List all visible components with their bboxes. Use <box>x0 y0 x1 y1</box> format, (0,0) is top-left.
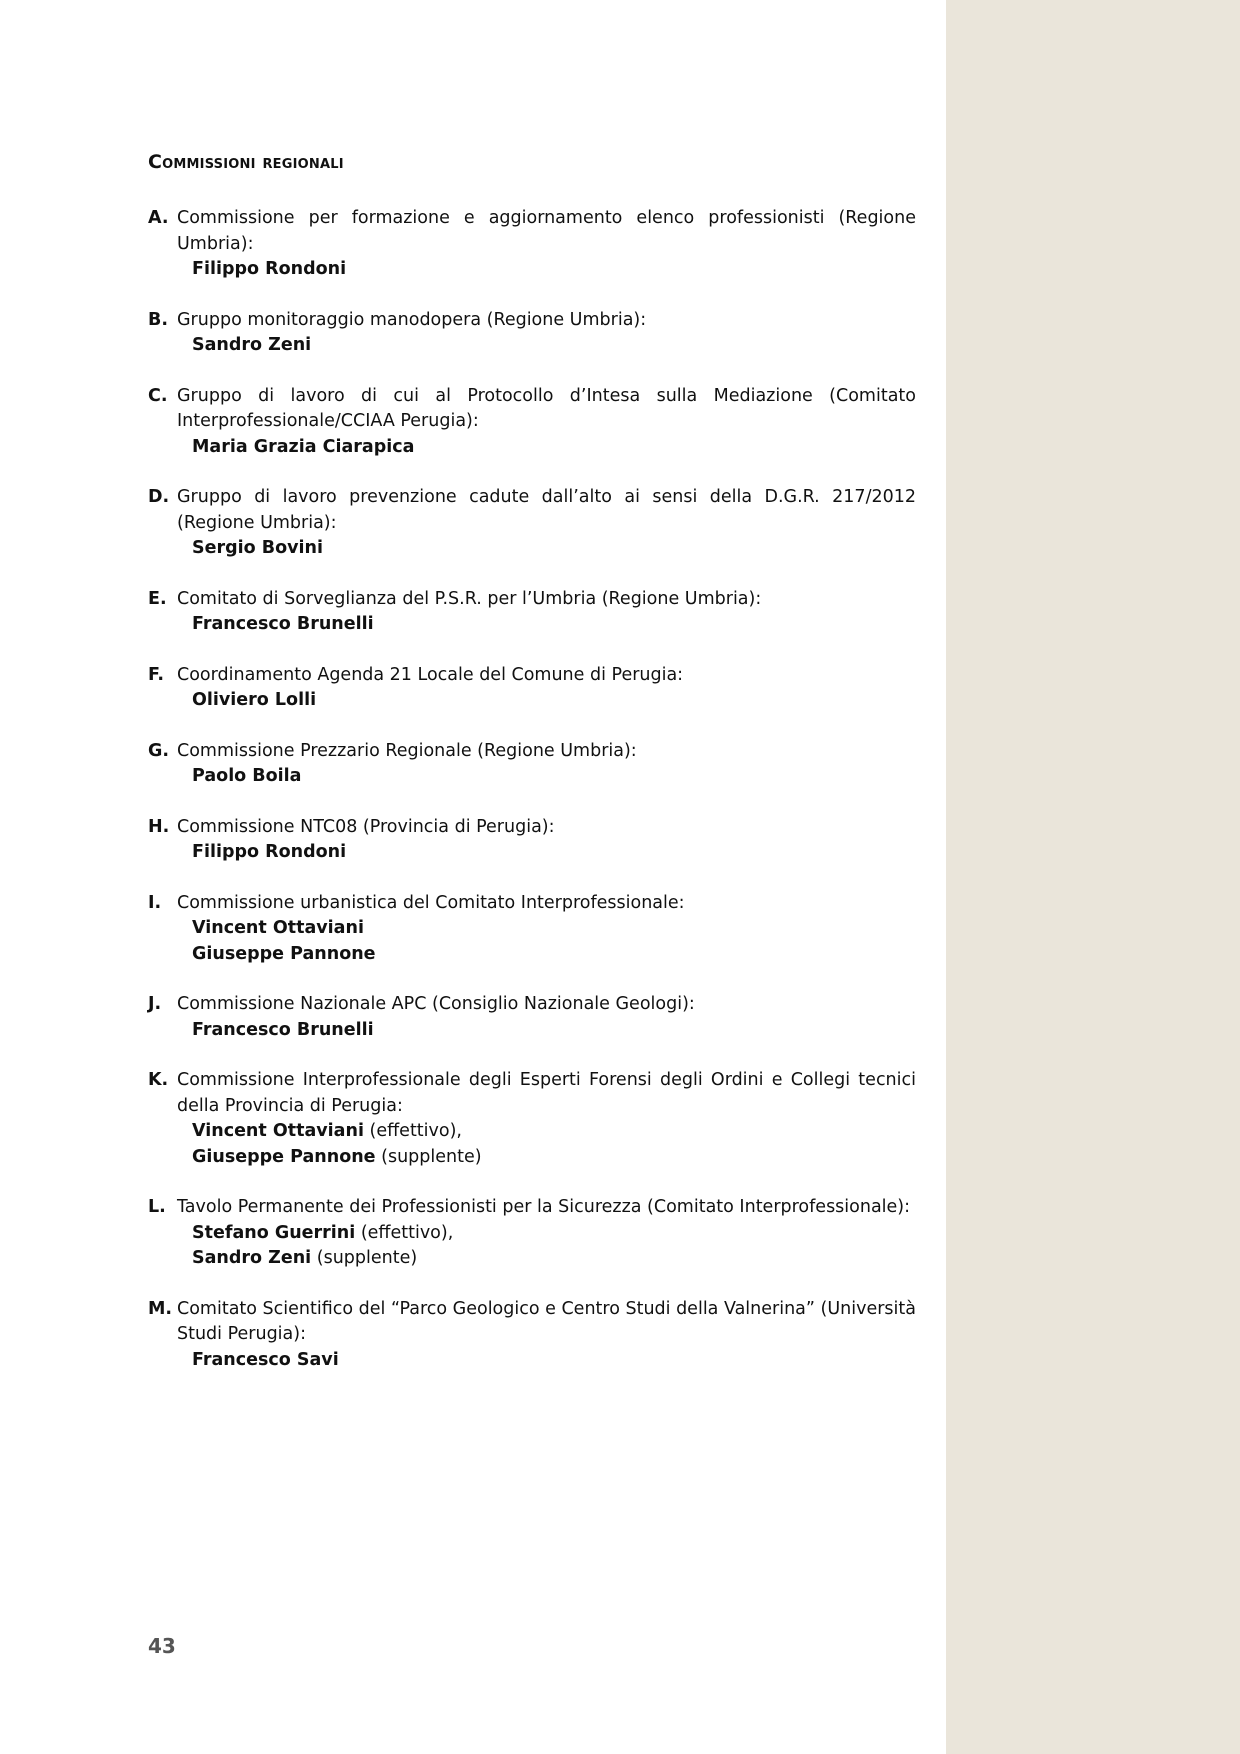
commission-description: Commissione NTC08 (Provincia di Perugia): <box>177 816 555 837</box>
commission-description: Coordinamento Agenda 21 Locale del Comune di Perugia: <box>177 664 684 685</box>
member-line <box>177 612 916 638</box>
member-line <box>177 257 916 283</box>
commission-entry <box>148 891 916 968</box>
member-line <box>177 1221 916 1247</box>
member-name: Giuseppe Pannone <box>192 943 376 964</box>
entry-letter: I. <box>148 892 162 913</box>
member-name: Filippo Rondoni <box>192 842 347 862</box>
commission-entry <box>148 384 916 461</box>
commission-entry <box>148 485 916 562</box>
entry-body <box>177 1195 916 1272</box>
entry-body <box>177 308 916 359</box>
member-name: Filippo Rondoni <box>192 259 347 279</box>
commission-description: Comitato di Sorveglianza del P.S.R. per l’Umbria (Regione Umbria): <box>177 588 762 609</box>
commission-entry <box>148 1068 916 1170</box>
entry-body <box>177 815 916 866</box>
entry-letter: A. <box>148 208 169 228</box>
entry-body <box>177 206 916 283</box>
member-role: (effettivo), <box>360 1222 454 1243</box>
member-line <box>177 916 916 942</box>
entry-body <box>177 739 916 790</box>
side-margin-band <box>946 0 1240 1754</box>
commission-entry <box>148 587 916 638</box>
entry-letter: L. <box>148 1197 166 1217</box>
commission-entry <box>148 739 916 790</box>
commission-description: Commissione Interprofessionale degli Esperti Forensi degli Ordini e Collegi tecnici della Provincia di Perugia: <box>177 1070 916 1116</box>
entry-letter: G. <box>148 740 170 761</box>
commission-entry <box>148 1195 916 1272</box>
member-role: (supplente) <box>316 1248 418 1268</box>
section-title: Commissioni regionali <box>148 151 344 173</box>
member-line <box>177 1018 916 1044</box>
entry-body <box>177 384 916 461</box>
member-line <box>177 840 916 866</box>
member-name: Stefano Guerrini <box>192 1222 356 1243</box>
member-line <box>177 942 916 968</box>
member-line <box>177 764 916 790</box>
entry-body <box>177 1068 916 1170</box>
member-name: Sandro Zeni <box>192 335 312 355</box>
commission-description: Commissione Nazionale APC (Consiglio Nazionale Geologi): <box>177 994 695 1014</box>
member-name: Francesco Brunelli <box>192 1019 374 1040</box>
member-line <box>177 1145 916 1171</box>
commission-description: Commissione urbanistica del Comitato Interprofessionale: <box>177 892 685 913</box>
entry-letter: B. <box>148 309 168 330</box>
member-name: Maria Grazia Ciarapica <box>192 436 415 457</box>
commission-description: Tavolo Permanente dei Professionisti per la Sicurezza (Comitato Interprofessionale): <box>177 1197 911 1217</box>
member-line <box>177 435 916 461</box>
commission-description: Comitato Scientifico del “Parco Geologico e Centro Studi della Valnerina” (Università Studi Perugia): <box>177 1298 916 1344</box>
entry-letter: C. <box>148 385 168 406</box>
commission-entry <box>148 992 916 1043</box>
entry-letter: F. <box>148 664 165 685</box>
member-name: Sergio Bovini <box>192 538 323 558</box>
member-line <box>177 1246 916 1272</box>
page-content <box>148 146 916 1398</box>
member-line <box>177 1348 916 1374</box>
entry-body <box>177 663 916 714</box>
commission-description: Gruppo di lavoro di cui al Protocollo d’Intesa sulla Mediazione (Comitato Interprofessionale/CCIAA Perugia): <box>177 385 916 431</box>
page-number: 43 <box>148 1634 176 1658</box>
member-line <box>177 536 916 562</box>
entry-body <box>177 992 916 1043</box>
commission-entry <box>148 206 916 283</box>
entry-letter: H. <box>148 816 170 837</box>
entry-body <box>177 587 916 638</box>
commission-entry <box>148 663 916 714</box>
commission-entry <box>148 1297 916 1374</box>
commission-description: Commissione per formazione e aggiornamento elenco professionisti (Regione Umbria): <box>177 208 916 254</box>
entry-letter: K. <box>148 1070 169 1090</box>
member-line <box>177 1119 916 1145</box>
entry-body <box>177 1297 916 1374</box>
member-name: Francesco Savi <box>192 1349 339 1370</box>
member-role: (supplente) <box>381 1146 482 1167</box>
entry-letter: D. <box>148 487 170 507</box>
commission-description: Commissione Prezzario Regionale (Regione Umbria): <box>177 740 637 761</box>
member-name: Vincent Ottaviani <box>192 918 364 938</box>
member-name: Oliviero Lolli <box>192 690 317 710</box>
commission-entry <box>148 308 916 359</box>
member-line <box>177 688 916 714</box>
entry-body <box>177 891 916 968</box>
member-name: Sandro Zeni <box>192 1248 312 1268</box>
member-line <box>177 333 916 359</box>
member-name: Vincent Ottaviani <box>192 1121 364 1141</box>
commission-description: Gruppo monitoraggio manodopera (Regione Umbria): <box>177 309 647 330</box>
entry-letter: J. <box>148 994 162 1014</box>
commission-description: Gruppo di lavoro prevenzione cadute dall’alto ai sensi della D.G.R. 217/2012 (Regione Umbria): <box>177 487 916 533</box>
entry-letter: M. <box>148 1298 173 1319</box>
member-name: Giuseppe Pannone <box>192 1146 376 1167</box>
member-name: Paolo Boila <box>192 766 302 786</box>
entry-letter: E. <box>148 588 167 609</box>
commission-entry <box>148 815 916 866</box>
member-role: (effettivo), <box>369 1121 462 1141</box>
commission-list <box>148 206 916 1373</box>
member-name: Francesco Brunelli <box>192 614 374 634</box>
entry-body <box>177 485 916 562</box>
